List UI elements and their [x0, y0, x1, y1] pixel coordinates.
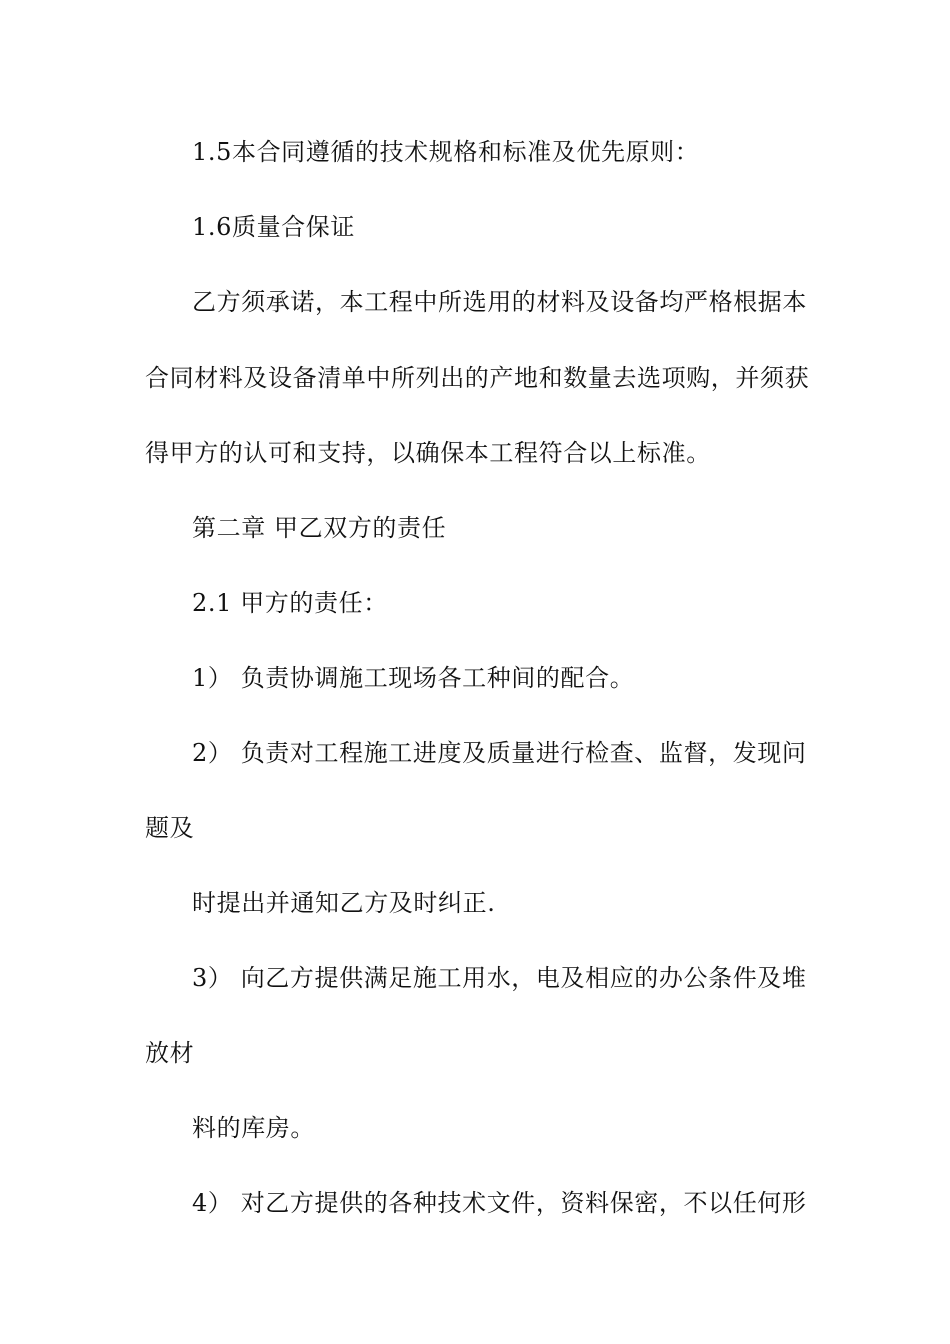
chapter-heading: 第二章 甲乙双方的责任 — [192, 514, 447, 542]
paragraph-line-3: 得甲方的认可和支持，以确保本工程符合以上标准。 — [145, 439, 711, 467]
paragraph-line-2: 合同材料及设备清单中所列出的产地和数量去选项购，并须获 — [145, 364, 810, 392]
list-item-1: 1） 负责协调施工现场各工种间的配合。 — [192, 664, 635, 692]
clause-1-6: 1.6质量合保证 — [192, 213, 355, 241]
clause-1-5: 1.5本合同遵循的技术规格和标准及优先原则： — [192, 138, 700, 166]
clause-2-1: 2.1 甲方的责任： — [192, 589, 388, 617]
list-item-3: 3） 向乙方提供满足施工用水，电及相应的办公条件及堆 — [192, 964, 807, 992]
paragraph-line-1: 乙方须承诺，本工程中所选用的材料及设备均严格根据本 — [192, 288, 807, 316]
list-item-3-wrap: 放材 — [145, 1039, 195, 1067]
list-item-2: 2） 负责对工程施工进度及质量进行检查、监督，发现问 — [192, 739, 807, 767]
list-item-3-continuation: 料的库房。 — [192, 1114, 315, 1142]
list-item-2-wrap: 题及 — [145, 814, 195, 842]
list-item-4: 4） 对乙方提供的各种技术文件，资料保密，不以任何形 — [192, 1189, 807, 1217]
list-item-2-continuation: 时提出并通知乙方及时纠正. — [192, 889, 496, 917]
